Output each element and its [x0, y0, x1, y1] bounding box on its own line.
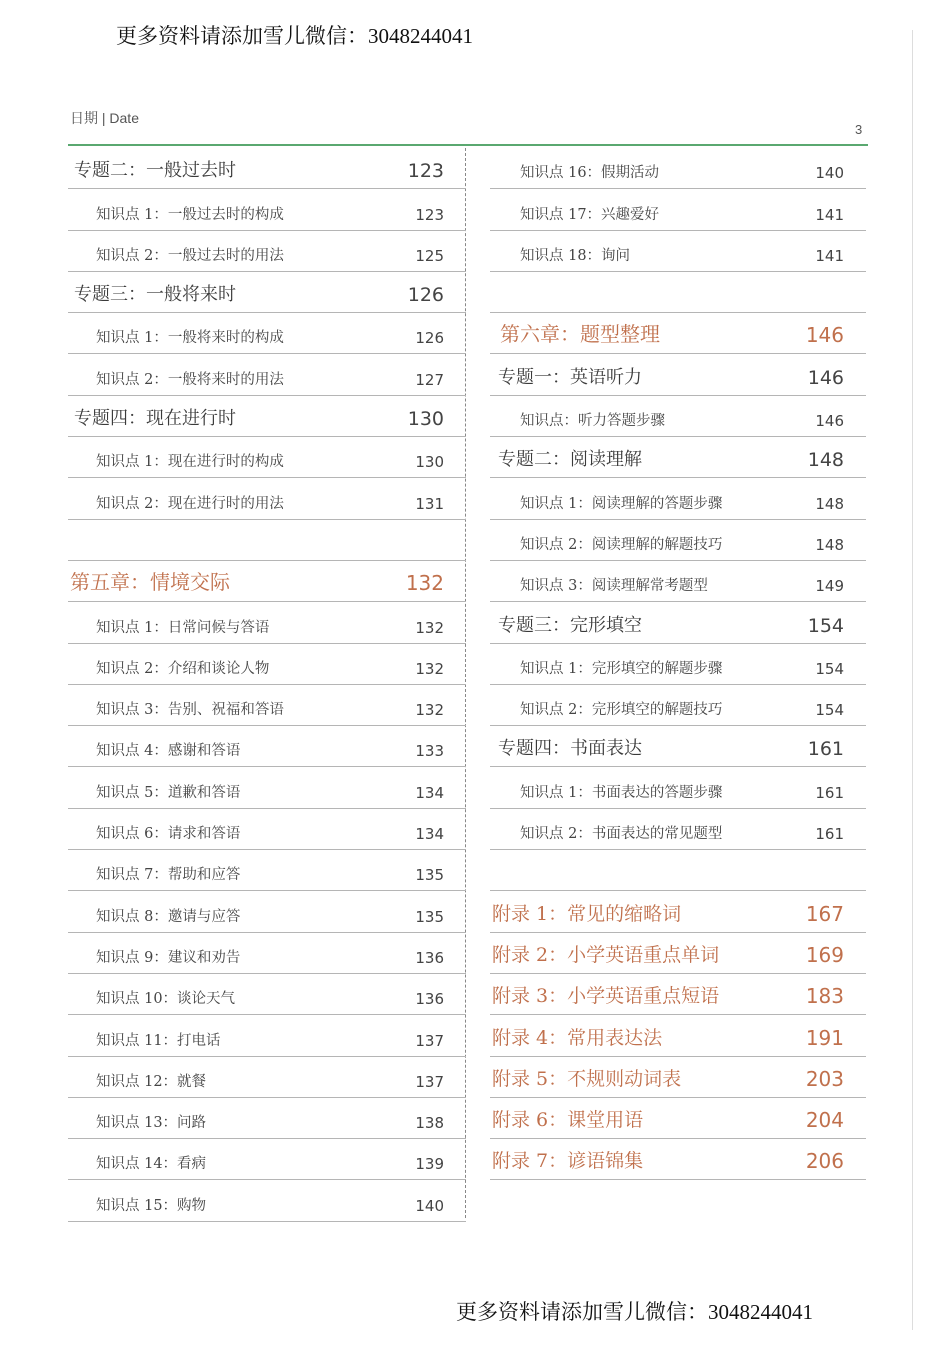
toc-entry-title: 专题四：书面表达	[498, 738, 642, 760]
toc-entry-title: 知识点 1：一般将来时的构成	[96, 330, 284, 347]
toc-entry-point[interactable]	[68, 602, 466, 643]
toc-entry-title: 知识点 2：完形填空的解题技巧	[520, 702, 723, 719]
toc-entry-title: 知识点 14：看病	[96, 1156, 207, 1173]
toc-entry-title: 知识点 2：一般将来时的用法	[96, 371, 284, 388]
toc-entry-title: 知识点 12：就餐	[96, 1073, 207, 1090]
toc-entry-page: 137	[415, 1072, 444, 1091]
toc-entry-topic[interactable]	[490, 354, 866, 395]
toc-entry-page: 126	[415, 329, 444, 348]
toc-entry-point[interactable]	[490, 520, 866, 561]
toc-entry-title: 附录 6：课堂用语	[492, 1109, 644, 1132]
toc-entry-title: 知识点 1：现在进行时的构成	[96, 454, 284, 471]
toc-entry-title: 知识点 1：阅读理解的答题步骤	[520, 495, 723, 512]
toc-entry-page: 149	[815, 577, 844, 596]
toc-entry-page: 169	[805, 942, 844, 967]
toc-entry-point[interactable]	[68, 726, 466, 767]
toc-entry-page: 125	[415, 246, 444, 265]
toc-entry-title: 知识点 2：一般过去时的用法	[96, 247, 284, 264]
toc-entry-title: 知识点 9：建议和劝告	[96, 949, 241, 966]
watermark-top: 更多资料请添加雪儿微信：3048244041	[116, 24, 473, 48]
toc-entry-page: 127	[415, 370, 444, 389]
toc-entry-title: 知识点 11：打电话	[96, 1032, 221, 1049]
toc-entry-page: 135	[415, 907, 444, 926]
toc-entry-page: 146	[805, 323, 844, 348]
toc-entry-point[interactable]	[490, 685, 866, 726]
toc-entry-point[interactable]	[68, 313, 466, 354]
toc-entry-page: 138	[415, 1114, 444, 1133]
toc-entry-page: 130	[407, 408, 444, 431]
toc-entry-title: 知识点 1：书面表达的答题步骤	[520, 784, 723, 801]
toc-entry-topic[interactable]	[68, 396, 466, 437]
toc-entry-page: 148	[815, 494, 844, 513]
toc-entry-topic[interactable]	[68, 148, 466, 189]
toc-entry-page: 131	[415, 494, 444, 513]
toc-entry-page: 206	[805, 1149, 844, 1174]
toc-entry-title: 专题二：一般过去时	[74, 160, 236, 182]
toc-entry-point[interactable]	[490, 148, 866, 189]
toc-entry-title: 知识点 1：一般过去时的构成	[96, 206, 284, 223]
toc-entry-chapter[interactable]	[490, 313, 866, 354]
toc-entry-topic[interactable]	[490, 437, 866, 478]
toc-entry-blank	[490, 850, 866, 891]
toc-entry-topic[interactable]	[490, 602, 866, 643]
toc-entry-page: 134	[415, 783, 444, 802]
toc-entry-point[interactable]	[68, 644, 466, 685]
toc-entry-page: 132	[415, 618, 444, 637]
toc-entry-page: 140	[815, 164, 844, 183]
toc-entry-point[interactable]	[490, 478, 866, 519]
toc-entry-title: 知识点 1：日常问候与答语	[96, 619, 270, 636]
toc-entry-title: 附录 4：常用表达法	[492, 1026, 663, 1049]
toc-entry-title: 知识点 2：书面表达的常见题型	[520, 826, 723, 843]
toc-entry-title: 附录 1：常见的缩略词	[492, 902, 682, 925]
toc-entry-point[interactable]	[68, 974, 466, 1015]
toc-entry-appendix[interactable]	[490, 1098, 866, 1139]
toc-entry-title: 专题二：阅读理解	[498, 449, 642, 471]
toc-entry-point[interactable]	[490, 189, 866, 230]
toc-entry-title: 专题三：一般将来时	[74, 284, 236, 306]
toc-entry-title: 附录 3：小学英语重点短语	[492, 985, 720, 1008]
toc-entry-page: 148	[807, 449, 844, 472]
toc-entry-topic[interactable]	[68, 272, 466, 313]
toc-entry-page: 191	[805, 1025, 844, 1050]
toc-entry-point[interactable]	[68, 685, 466, 726]
toc-entry-page: 139	[415, 1155, 444, 1174]
toc-entry-title: 知识点 3：阅读理解常考题型	[520, 578, 708, 595]
toc-entry-point[interactable]	[68, 809, 466, 850]
toc-entry-title: 知识点 16：假期活动	[520, 165, 660, 182]
toc-entry-point[interactable]	[68, 891, 466, 932]
toc-entry-appendix[interactable]	[490, 891, 866, 932]
toc-entry-page: 154	[807, 614, 844, 637]
toc-entry-point[interactable]	[68, 1098, 466, 1139]
toc-entry-title: 专题四：现在进行时	[74, 408, 236, 430]
toc-entry-title: 知识点 5：道歉和答语	[96, 784, 241, 801]
toc-entry-point[interactable]	[68, 1015, 466, 1056]
toc-entry-appendix[interactable]	[490, 1057, 866, 1098]
toc-entry-page: 161	[815, 825, 844, 844]
toc-entry-point[interactable]	[68, 231, 466, 272]
toc-entry-title: 知识点 3：告别、祝福和答语	[96, 702, 284, 719]
toc-entry-title: 第六章：题型整理	[500, 322, 660, 347]
toc-entry-page: 126	[407, 284, 444, 307]
toc-entry-title: 附录 2：小学英语重点单词	[492, 943, 720, 966]
toc-entry-title: 知识点：听力答题步骤	[520, 413, 665, 430]
toc-entry-point[interactable]	[68, 478, 466, 519]
toc-entry-point[interactable]	[490, 767, 866, 808]
toc-entry-title: 知识点 4：感谢和答语	[96, 743, 241, 760]
toc-entry-page: 161	[815, 783, 844, 802]
toc-entry-chapter[interactable]	[68, 561, 466, 602]
toc-entry-title: 专题一：英语听力	[498, 366, 642, 388]
toc-entry-page: 203	[805, 1066, 844, 1091]
toc-entry-point[interactable]	[490, 809, 866, 850]
toc-entry-title: 第五章：情境交际	[70, 570, 230, 595]
toc-entry-blank	[490, 272, 866, 313]
toc-entry-page: 134	[415, 825, 444, 844]
toc-entry-title: 知识点 8：邀请与应答	[96, 908, 241, 925]
toc-entry-title: 知识点 10：谈论天气	[96, 991, 236, 1008]
header-rule	[68, 144, 868, 146]
toc-column-right	[490, 148, 866, 1180]
toc-entry-point[interactable]	[68, 354, 466, 395]
toc-entry-page: 148	[815, 535, 844, 554]
toc-entry-page: 146	[815, 412, 844, 431]
toc-entry-page: 141	[815, 205, 844, 224]
toc-entry-title: 附录 7：谚语锦集	[492, 1150, 644, 1173]
toc-entry-page: 146	[807, 366, 844, 389]
toc-entry-title: 知识点 15：购物	[96, 1197, 207, 1214]
toc-entry-point[interactable]	[68, 767, 466, 808]
toc-entry-page: 132	[415, 701, 444, 720]
toc-entry-title: 知识点 13：问路	[96, 1115, 207, 1132]
toc-entry-point[interactable]	[490, 231, 866, 272]
toc-entry-point[interactable]	[68, 850, 466, 891]
toc-entry-appendix[interactable]	[490, 933, 866, 974]
toc-entry-appendix[interactable]	[490, 1015, 866, 1056]
toc-entry-appendix[interactable]	[490, 974, 866, 1015]
toc-entry-page: 123	[415, 205, 444, 224]
toc-entry-title: 专题三：完形填空	[498, 614, 642, 636]
toc-entry-page: 136	[415, 990, 444, 1009]
watermark-bottom: 更多资料请添加雪儿微信：3048244041	[456, 1300, 813, 1324]
toc-entry-title: 知识点 6：请求和答语	[96, 826, 241, 843]
toc-entry-page: 132	[405, 571, 444, 596]
toc-entry-point[interactable]	[490, 644, 866, 685]
toc-entry-point[interactable]	[490, 396, 866, 437]
toc-entry-page: 140	[415, 1196, 444, 1215]
toc-entry-page: 167	[805, 901, 844, 926]
toc-entry-point[interactable]	[68, 437, 466, 478]
toc-entry-appendix[interactable]	[490, 1139, 866, 1180]
toc-entry-page: 130	[415, 453, 444, 472]
toc-entry-title: 附录 5：不规则动词表	[492, 1067, 682, 1090]
toc-entry-title: 知识点 7：帮助和应答	[96, 867, 241, 884]
toc-entry-page: 136	[415, 948, 444, 967]
toc-entry-point[interactable]	[68, 1139, 466, 1180]
toc-entry-point[interactable]	[68, 933, 466, 974]
toc-entry-page: 204	[805, 1108, 844, 1133]
toc-entry-point[interactable]	[68, 1057, 466, 1098]
page-edge-line	[912, 30, 913, 1330]
toc-entry-title: 知识点 17：兴趣爱好	[520, 206, 660, 223]
toc-entry-title: 知识点 2：现在进行时的用法	[96, 495, 284, 512]
toc-entry-point[interactable]	[68, 189, 466, 230]
toc-entry-page: 141	[815, 246, 844, 265]
toc-entry-page: 154	[815, 659, 844, 678]
toc-entry-page: 154	[815, 701, 844, 720]
toc-entry-title: 知识点 18：询问	[520, 247, 631, 264]
toc-entry-point[interactable]	[490, 561, 866, 602]
toc-entry-blank	[68, 520, 466, 561]
toc-entry-topic[interactable]	[490, 726, 866, 767]
toc-entry-title: 知识点 2：介绍和谈论人物	[96, 660, 270, 677]
toc-entry-page: 137	[415, 1031, 444, 1050]
toc-entry-page: 132	[415, 659, 444, 678]
page-number: 3	[855, 122, 863, 137]
toc-entry-point[interactable]	[68, 1180, 466, 1221]
date-label: 日期 | Date	[70, 110, 139, 126]
toc-entry-page: 133	[415, 742, 444, 761]
toc-column-left	[68, 148, 466, 1222]
toc-entry-page: 161	[807, 738, 844, 761]
toc-entry-page: 183	[805, 984, 844, 1009]
toc-entry-page: 135	[415, 866, 444, 885]
toc-entry-title: 知识点 2：阅读理解的解题技巧	[520, 536, 723, 553]
toc-entry-title: 知识点 1：完形填空的解题步骤	[520, 660, 723, 677]
toc-entry-page: 123	[407, 160, 444, 183]
